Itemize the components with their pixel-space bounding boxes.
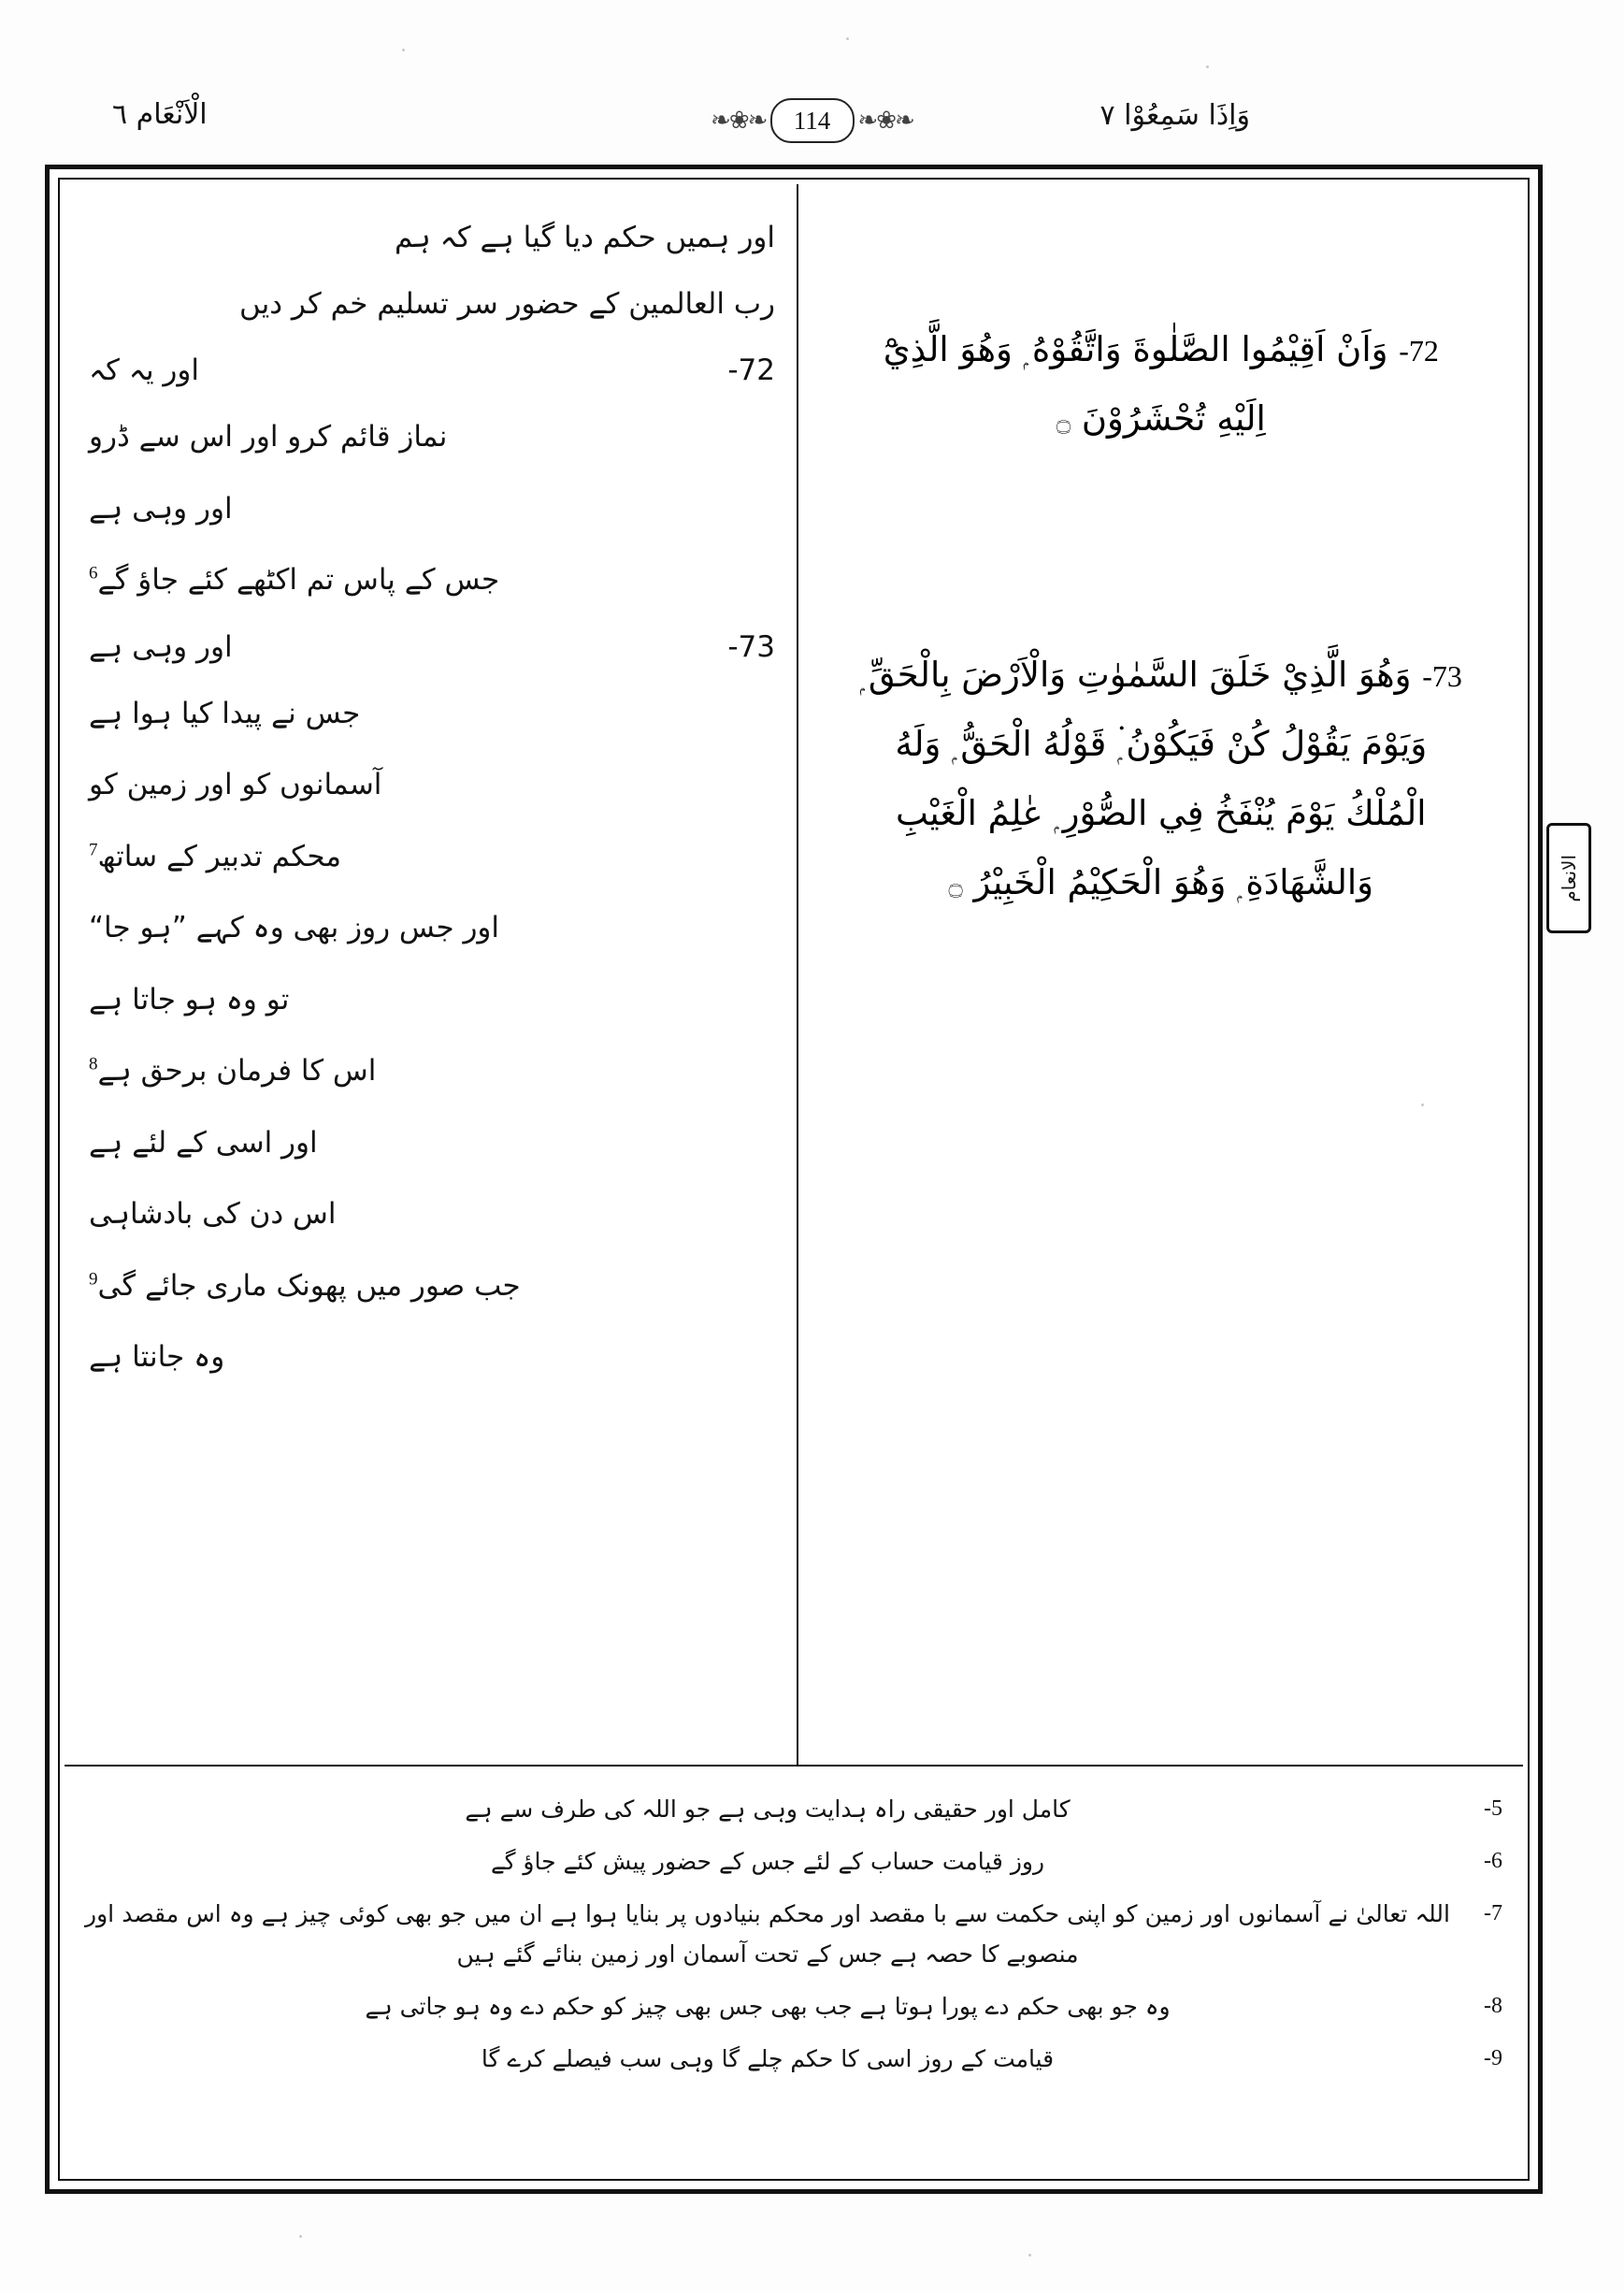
ayah-text-73-line1: وَهُوَ الَّذِيْ خَلَقَ السَّمٰوٰتِ وَالْاَرْضَ بِالْحَقِّ ۭ: [859, 655, 1412, 695]
urdu-verse-72-head: [89, 353, 775, 387]
urdu-verse-72-head-text: اور یہ کہ: [89, 353, 199, 387]
footnotes-area: [72, 1780, 1516, 2178]
footnote-marker: 9-: [1484, 2045, 1502, 2070]
footnote-text: کامل اور حقیقی راہ ہدایت وہی ہے جو اللہ کی طرف سے ہے: [465, 1795, 1071, 1823]
text-body: [65, 184, 1523, 1765]
footnote-ref-9: 9: [89, 1269, 98, 1290]
urdu-line: اور وہی ہے: [89, 491, 233, 526]
arabic-column: [809, 184, 1523, 1765]
footnote-text: روز قیامت حساب کے لئے جس کے حضور پیش کئے جاؤ گے: [490, 1847, 1045, 1875]
footnote-divider: [65, 1765, 1523, 1767]
page-frame: [45, 165, 1543, 2194]
scan-speckle: [1028, 2254, 1031, 2257]
ayah-endmark-73: ۝: [948, 872, 963, 901]
urdu-line: [89, 1264, 775, 1308]
page-number: 114: [770, 98, 855, 143]
ayah-text-72-line2: اِلَيْهِ تُحْشَرُوْنَ: [1081, 398, 1266, 439]
urdu-column: [65, 184, 794, 1765]
footnote-item: [85, 2039, 1502, 2080]
ayah-number-72: 72-: [1399, 334, 1439, 368]
scan-speckle: [299, 2235, 302, 2238]
urdu-carryover-line-1: اور ہمیں حکم دیا گیا ہے کہ ہم: [395, 221, 775, 254]
urdu-line: [89, 558, 775, 602]
urdu-line: [89, 1049, 775, 1093]
scan-speckle: [846, 37, 849, 40]
footnote-item: [85, 1986, 1502, 2027]
urdu-line-text: جب صور میں پھونک ماری جائے گی: [97, 1268, 521, 1303]
urdu-line-text: جس کے پاس تم اکٹھے کئے جاؤ گے: [97, 563, 500, 597]
footnote-ref-6: 6: [89, 563, 98, 584]
surah-title: [112, 97, 208, 133]
footnote-marker: 5-: [1484, 1796, 1502, 1821]
ayah-block-73: [826, 641, 1497, 917]
footnote-text: وہ جو بھی حکم دے پورا ہوتا ہے جب بھی جس بھی چیز کو حکم دے وہ ہو جاتی ہے: [365, 1993, 1171, 2020]
footnote-ref-7: 7: [89, 840, 98, 860]
ayah-text-73-line3: الْمُلْكُ يَوْمَ يُنْفَخُ فِي الصُّوْرِ ۭ عٰلِمُ الْغَيْبِ: [896, 793, 1427, 833]
urdu-verse-73-head-text: اور وہی ہے: [89, 629, 233, 664]
ayah-text-72-line1: وَاَنْ اَقِيْمُوا الصَّلٰوةَ وَاتَّقُوْهُ ۭ وَهُوَ الَّذِيْٓ: [883, 329, 1388, 369]
urdu-line: نماز قائم کرو اور اس سے ڈرو: [89, 420, 448, 454]
side-tab-label: الانعام: [1558, 854, 1580, 902]
surah-side-tab: [1546, 823, 1591, 933]
urdu-verse-73-head: [89, 630, 775, 664]
footnote-text: قیامت کے روز اسی کا حکم چلے گا وہی سب فیصلے کرے گا: [481, 2044, 1055, 2072]
ornament-left-icon: ❧❀❧: [711, 107, 767, 135]
juz-title-text: وَاِذَا سَمِعُوْا ٧: [1099, 99, 1250, 132]
urdu-carryover-line-2: رب العالمین کے حضور سر تسلیم خم کر دیں: [238, 286, 775, 321]
surah-title-text: الْاَنْعَام ٦: [112, 98, 208, 131]
ayah-number-73: 73-: [1422, 659, 1462, 693]
urdu-verse-number-73: 73-: [727, 629, 775, 664]
ayah-block-72: [826, 315, 1497, 454]
scan-speckle: [1206, 65, 1209, 68]
urdu-line: [89, 835, 775, 879]
urdu-line: جس نے پیدا کیا ہوا ہے: [89, 696, 361, 730]
footnote-marker: 6-: [1484, 1848, 1502, 1873]
page-number-medallion: [686, 94, 939, 148]
scan-speckle: [1421, 1103, 1424, 1106]
page-header: [56, 94, 1568, 159]
urdu-line: اور اسی کے لئے ہے: [89, 1125, 318, 1160]
ornament-right-icon: ❧❀❧: [857, 107, 913, 135]
footnote-marker: 7-: [1484, 1900, 1502, 1925]
footnote-item: [85, 1789, 1502, 1830]
footnote-item: [85, 1841, 1502, 1882]
urdu-verse-number-72: 72-: [727, 353, 775, 387]
urdu-line-text: اس کا فرمان برحق ہے: [97, 1054, 377, 1088]
scan-speckle: [402, 49, 405, 51]
urdu-line: تو وہ ہو جاتا ہے: [89, 982, 290, 1017]
footnote-marker: 8-: [1484, 1994, 1502, 2018]
column-divider: [797, 184, 798, 1765]
footnote-item: [85, 1894, 1502, 1976]
urdu-line: آسمانوں کو اور زمین کو: [89, 768, 382, 801]
ayah-text-73-line4: وَالشَّهَادَةِ ۭ وَهُوَ الْحَكِيْمُ الْخَبِيْرُ: [973, 862, 1374, 902]
ayah-endmark-72: ۝: [1056, 409, 1071, 437]
ayah-text-73-line2: وَيَوْمَ يَقُوْلُ كُنْ فَيَكُوْنُ ۭ۬ قَوْلُهُ الْحَقُّ ۭ وَلَهُ: [895, 724, 1428, 764]
urdu-line: اور جس روز بھی وہ کہے ”ہو جا“: [89, 911, 500, 945]
urdu-line: اس دن کی بادشاہی: [89, 1197, 337, 1231]
footnote-ref-8: 8: [89, 1054, 98, 1074]
urdu-line: وہ جانتا ہے: [89, 1340, 225, 1374]
footnote-text: اللہ تعالیٰ نے آسمانوں اور زمین کو اپنی حکمت سے با مقصد اور محکم بنیادوں پر بنایا ہوا ہے ان میں جو بھی کوئی چیز ہے وہ اس مقصد اور منصوبے کا حصہ ہے جس کے تحت آسمان اور زمین بنائے گئے ہیں: [85, 1899, 1450, 1969]
juz-title: [1100, 99, 1251, 132]
urdu-line-text: محکم تدبیر کے ساتھ: [97, 839, 341, 873]
